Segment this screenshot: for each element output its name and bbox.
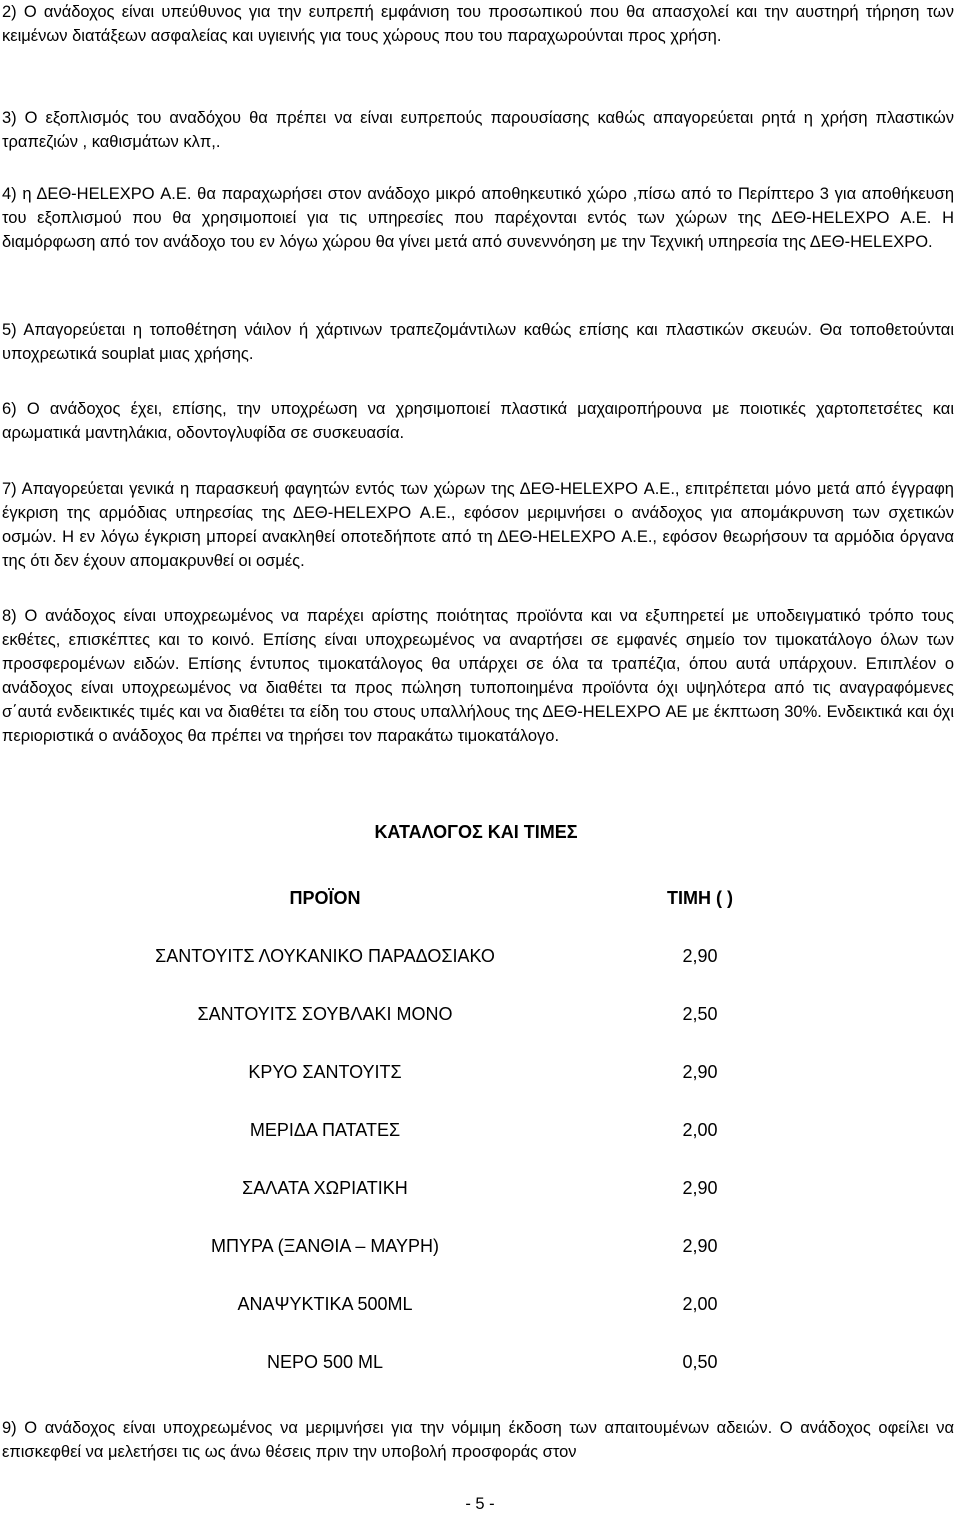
catalog-product: ΜΕΡΙΔΑ ΠΑΤΑΤΕΣ [249,1120,401,1140]
catalog-row [0,1292,960,1316]
catalog-product: ΝΕΡΟ 500 ML [266,1352,384,1372]
catalog-product: ΣΑΝΤΟΥΙΤΣ ΛΟΥΚΑΝΙΚΟ ΠΑΡΑΔΟΣΙΑΚΟ [155,946,495,966]
paragraph-2: 2) Ο ανάδοχος είναι υπεύθυνος για την ευπρεπή εμφάνιση του προσωπικού που θα απασχολεί και την αυστηρή τήρηση των κειμένων διατάξεων ασφαλείας και υγιεινής για τους χώρους που του παραχωρούνται προς χρήση. [2,3,954,45]
catalog-price: 2,90 [682,1236,718,1256]
catalog-row [0,1176,960,1200]
catalog-product: ΜΠΥΡΑ (ΞΑΝΘΙΑ – ΜΑΥΡΗ) [210,1236,440,1256]
catalog-price: 2,90 [682,1062,718,1082]
catalog-price: 2,90 [682,946,718,966]
header-price: ΤΙΜΗ ( ) [667,888,733,908]
paragraph-7: 7) Απαγορεύεται γενικά η παρασκευή φαγητών εντός των χώρων της ΔΕΘ-HELEXPO Α.Ε., επιτρέπεται μόνο μετά από έγγραφη έγκριση της αρμόδιας υπηρεσίας της ΔΕΘ-HELEXPO Α.Ε., εφόσον μεριμνήσει ο ανάδοχος για απομάκρυνση των σχετικών οσμών. Η εν λόγω έγκριση μπορεί ανακληθεί οποτεδήποτε από τη ΔΕΘ-HELEXPO Α.Ε., εφόσον θεωρήσουν τα αρμόδια όργανα της ότι δεν έχουν απομακρυνθεί οι οσμές. [2,480,954,570]
catalog-row [0,1234,960,1258]
catalog-price: 2,00 [682,1120,718,1140]
paragraph-9: 9) Ο ανάδοχος είναι υποχρεωμένος να μεριμνήσει για την νόμιμη έκδοση των απαιτουμένων αδειών. Ο ανάδοχος οφείλει να επισκεφθεί να μελετήσει τις ως άνω θέσεις πριν την υποβολή προσφοράς στον [2,1419,954,1461]
catalog-row [0,944,960,968]
paragraph-5: 5) Απαγορεύεται η τοποθέτηση νάιλον ή χάρτινων τραπεζομάντιλων καθώς επίσης και πλαστικών σκευών. Θα τοποθετούνται υποχρεωτικά souplat μιας χρήσης. [2,321,954,363]
catalog-row [0,1118,960,1142]
paragraph-4: 4) η ΔΕΘ-HELEXPO Α.Ε. θα παραχωρήσει στον ανάδοχο μικρό αποθηκευτικό χώρο ,πίσω από το Περίπτερο 3 για αποθήκευση του εξοπλισμού που θα χρησιμοποιεί για τις υπηρεσίες που παρέχονται εντός των χώρων της ΔΕΘ-HELEXPO Α.Ε. Η διαμόρφωση από τον ανάδοχο του εν λόγω χώρου θα γίνει μετά από συνεννόηση με την Τεχνική υπηρεσία της ΔΕΘ-HELEXPO. [2,185,954,251]
paragraph-3: 3) Ο εξοπλισμός του αναδόχου θα πρέπει να είναι ευπρεπούς παρουσίασης καθώς απαγορεύεται ρητά η χρήση πλαστικών τραπεζιών , καθισμάτων κλπ,. [2,109,954,151]
catalog-product: ΣΑΛΑΤΑ ΧΩΡΙΑΤΙΚΗ [242,1178,408,1198]
page-number: - 5 - [465,1495,495,1513]
catalog-row [0,1350,960,1374]
catalog-price: 2,50 [682,1004,718,1024]
catalog-row [0,1060,960,1084]
catalog-product: ΣΑΝΤΟΥΙΤΣ ΣΟΥΒΛΑΚΙ ΜΟΝΟ [197,1004,453,1024]
catalog-price: 0,50 [682,1352,718,1372]
paragraph-6: 6) Ο ανάδοχος έχει, επίσης, την υποχρέωση να χρησιμοποιεί πλαστικά μαχαιροπήρουνα με ποιοτικές χαρτοπετσέτες και αρωματικά μαντηλάκια, οδοντογλυφίδα σε συσκευασία. [2,400,954,442]
catalog-product: ΚΡΥΟ ΣΑΝΤΟΥΙΤΣ [248,1062,402,1082]
header-product: ΠΡΟΪΟΝ [289,888,361,908]
catalog-price: 2,90 [682,1178,718,1198]
catalog-price: 2,00 [682,1294,718,1314]
catalog-product: ΑΝΑΨΥΚΤΙΚΑ 500ML [237,1294,413,1314]
catalog-title: ΚΑΤΑΛΟΓΟΣ ΚΑΙ ΤΙΜΕΣ [374,822,578,842]
catalog-header-row [0,886,960,910]
catalog-row [0,1002,960,1026]
paragraph-8: 8) Ο ανάδοχος είναι υποχρεωμένος να παρέχει αρίστης ποιότητας προϊόντα και να εξυπηρετεί με υποδειγματικό τρόπο τους εκθέτες, επισκέπτες και το κοινό. Επίσης είναι υποχρεωμένος να αναρτήσει σε εμφανές σημείο τον τιμοκατάλογο όλων των προσφερομένων ειδών. Επίσης έντυπος τιμοκατάλογος θα υπάρχει σε όλα τα τραπέζια, όπου αυτά υπάρχουν. Επιπλέον ο ανάδοχος είναι υποχρεωμένος να διαθέτει τα προς πώληση τυποποιημένα προϊόντα όχι υψηλότερα από τις αναγραφόμενες σ΄αυτά ενδεικτικές τιμές και να διαθέτει τα είδη του στους υπαλλήλους της ΔΕΘ-HELEXPO ΑΕ με έκπτωση 30%. Ενδεικτικά και όχι περιοριστικά ο ανάδοχος θα πρέπει να τηρήσει τον παρακάτω τιμοκατάλογο. [2,607,954,745]
